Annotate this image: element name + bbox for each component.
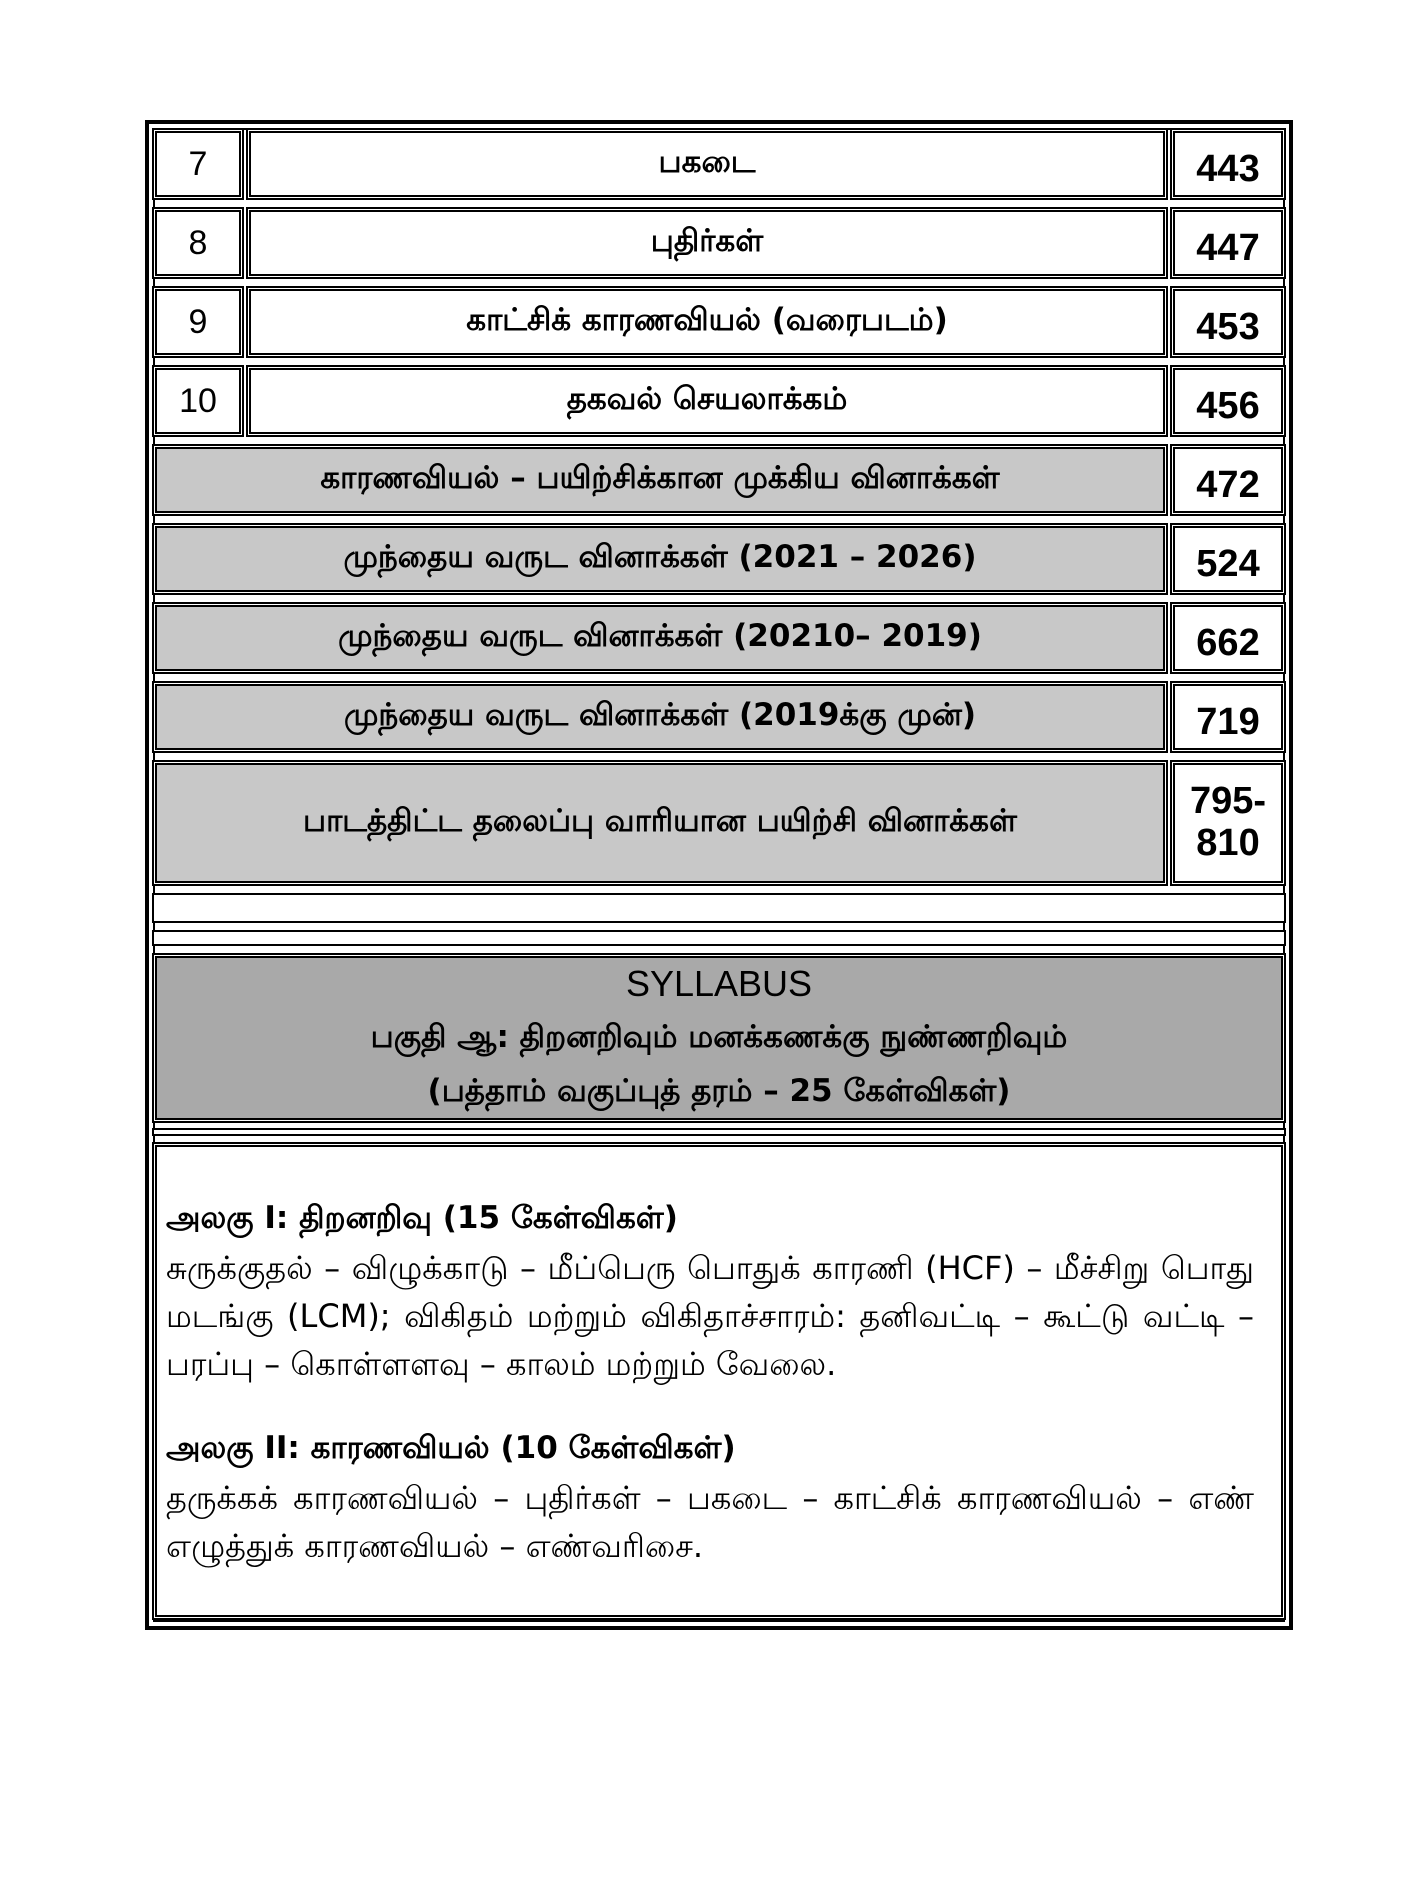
- toc-shaded-title: பாடத்திட்ட தலைப்பு வாரியான பயிற்சி வினாக்கள்: [152, 760, 1168, 886]
- unit-text: தருக்கக் காரணவியல் – புதிர்கள் – பகடை – காட்சிக் காரணவியல் – எண் எழுத்துக் காரணவியல் – எண்வரிசை.: [166, 1479, 1254, 1565]
- toc-shaded-page: [1170, 760, 1286, 886]
- toc-row-title: புதிர்கள்: [246, 207, 1168, 279]
- unit-title: அலகு I: திறனறிவு (15 கேள்விகள்): [166, 1200, 678, 1236]
- toc-row-page: 447: [1170, 207, 1286, 279]
- toc-shaded-page: 524: [1170, 523, 1286, 595]
- toc-shaded-title: முந்தைய வருட வினாக்கள் (2021 – 2026): [152, 523, 1168, 595]
- blank-row: [152, 1128, 1286, 1136]
- toc-row-page: 443: [1170, 128, 1286, 200]
- blank-row: [152, 893, 1286, 923]
- syllabus-part-subtitle: (பத்தாம் வகுப்புத் தரம் – 25 கேள்விகள்): [427, 1073, 1011, 1109]
- toc-row-title: பகடை: [246, 128, 1168, 200]
- toc-row-page: 456: [1170, 365, 1286, 437]
- toc-shaded-title: காரணவியல் – பயிற்சிக்கான முக்கிய வினாக்கள்: [152, 444, 1168, 516]
- toc-shaded-page: 662: [1170, 602, 1286, 674]
- toc-shaded-page: 472: [1170, 444, 1286, 516]
- toc-row-page: 453: [1170, 286, 1286, 358]
- page-range-end: 810: [1196, 822, 1260, 864]
- toc-shaded-title: முந்தைய வருட வினாக்கள் (2019க்கு முன்): [152, 681, 1168, 753]
- page-range-start: 795-: [1189, 780, 1267, 823]
- syllabus-part-title: பகுதி ஆ: திறனறிவும் மனக்கணக்கு நுண்ணறிவும்: [370, 1019, 1068, 1055]
- toc-row-number: 7: [152, 128, 244, 200]
- blank-row: [152, 930, 1286, 946]
- toc-row-title: தகவல் செயலாக்கம்: [246, 365, 1168, 437]
- toc-shaded-page: 719: [1170, 681, 1286, 753]
- toc-row-number: 10: [152, 365, 244, 437]
- syllabus-heading: SYLLABUS: [625, 963, 813, 1004]
- syllabus-body: [152, 1142, 1286, 1620]
- toc-row-title: காட்சிக் காரணவியல் (வரைபடம்): [246, 286, 1168, 358]
- toc-row-number: 9: [152, 286, 244, 358]
- unit-title: அலகு II: காரணவியல் (10 கேள்விகள்): [166, 1430, 736, 1466]
- syllabus-header: [152, 953, 1286, 1123]
- toc-row-number: 8: [152, 207, 244, 279]
- unit-text: சுருக்குதல் – விழுக்காடு – மீப்பெரு பொதுக் காரணி (HCF) – மீச்சிறு பொது மடங்கு (LCM); விகிதம் மற்றும் விகிதாச்சாரம்: தனிவட்டி – கூட்டு வட்டி – பரப்பு – கொள்ளளவு – காலம் மற்றும் வேலை.: [166, 1249, 1254, 1383]
- toc-shaded-title: முந்தைய வருட வினாக்கள் (20210– 2019): [152, 602, 1168, 674]
